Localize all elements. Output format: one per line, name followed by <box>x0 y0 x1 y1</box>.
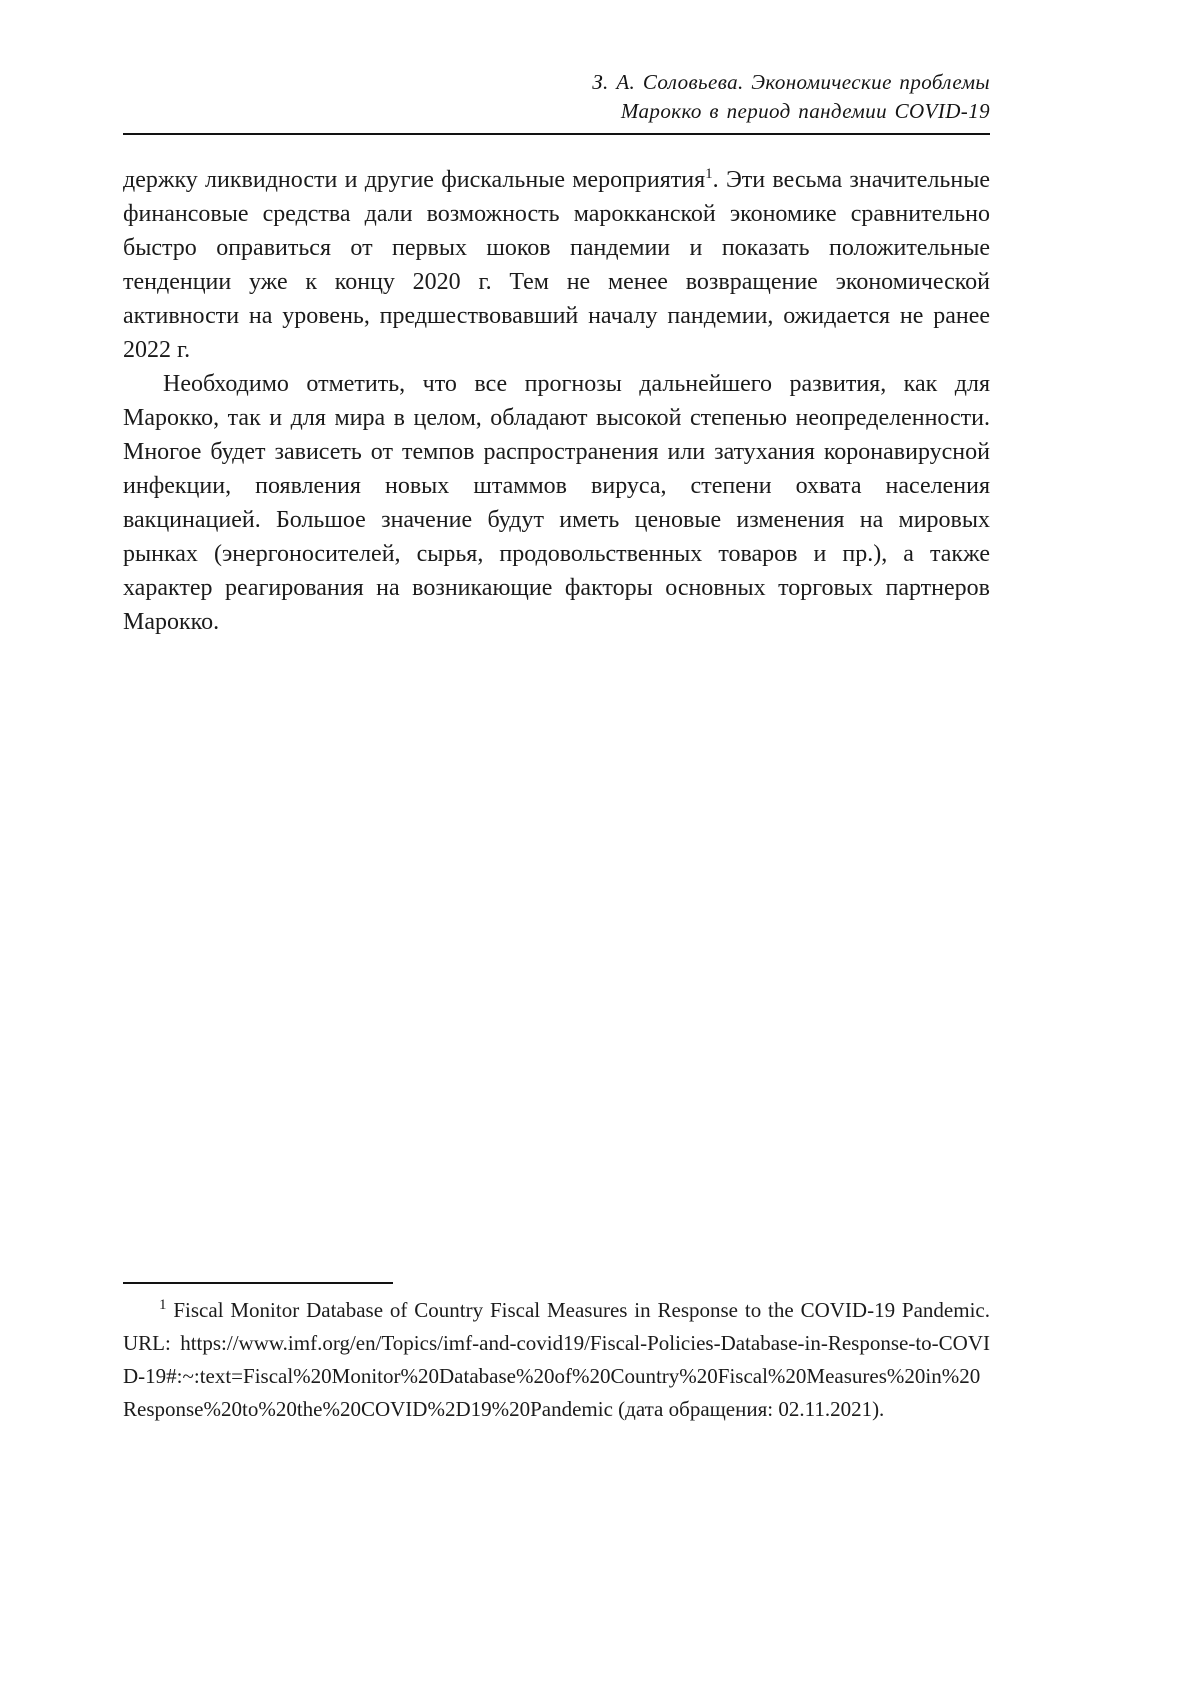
running-head <box>123 68 990 126</box>
footnote-url: https://www.imf.org/en/Topics/imf-and-covid19/Fiscal-Policies-Database-in-Response-to-COVID-19#:~:text=Fiscal%20Monitor%20Database%20of%20Country%20Fiscal%20Measures%20in%20Response%20to%20the%20COVID%2D19%20Pandemic <box>123 1331 990 1421</box>
paragraph-1 <box>123 163 990 367</box>
paragraph-2: Необходимо отметить, что все прогнозы дальнейшего развития, как для Марокко, так и для мира в целом, обладают высокой степенью неопределенности. Многое будет зависеть от темпов распространения или затухания коронавирусной инфекции, появления новых штаммов вируса, степени охвата населения вакцинацией. Большое значение будут иметь ценовые изменения на мировых рынках (энергоносителей, сырья, продовольственных товаров и пр.), а также характер реагирования на возникающие факторы основных торговых партнеров Марокко. <box>123 371 990 635</box>
article-body <box>123 163 990 639</box>
header-rule <box>123 133 990 135</box>
paragraph-1-text: держку ликвидности и другие фискальные мероприятия <box>123 167 706 193</box>
paragraph-1-continuation: . Эти весьма значительные финансовые средства дали возможность марокканской экономике сравнительно быстро оправиться от первых шоков пандемии и показать положительные тенденции уже к концу 2020 г. Тем не менее возвращение экономической активности на уровень, предшествовавший началу пандемии, ожидается не ранее 2022 г. <box>123 167 990 363</box>
footnote <box>123 1294 990 1426</box>
footnote-reference: 1 <box>705 166 713 182</box>
footnote-rule <box>123 1282 393 1284</box>
running-head-line2: Марокко в период пандемии COVID-19 <box>620 99 990 123</box>
running-head-line1: З. А. Соловьева. Экономические проблемы <box>592 70 990 94</box>
footnote-access-date: (дата обращения: 02.11.2021). <box>612 1397 885 1421</box>
footnote-marker: 1 <box>159 1297 167 1313</box>
page-content <box>123 0 990 1696</box>
footnote-text: Fiscal Monitor Database of Country Fiscal Measures in Response to the COVID-19 Pandemic. URL: <box>123 1298 990 1355</box>
footnote-area <box>123 1282 990 1426</box>
